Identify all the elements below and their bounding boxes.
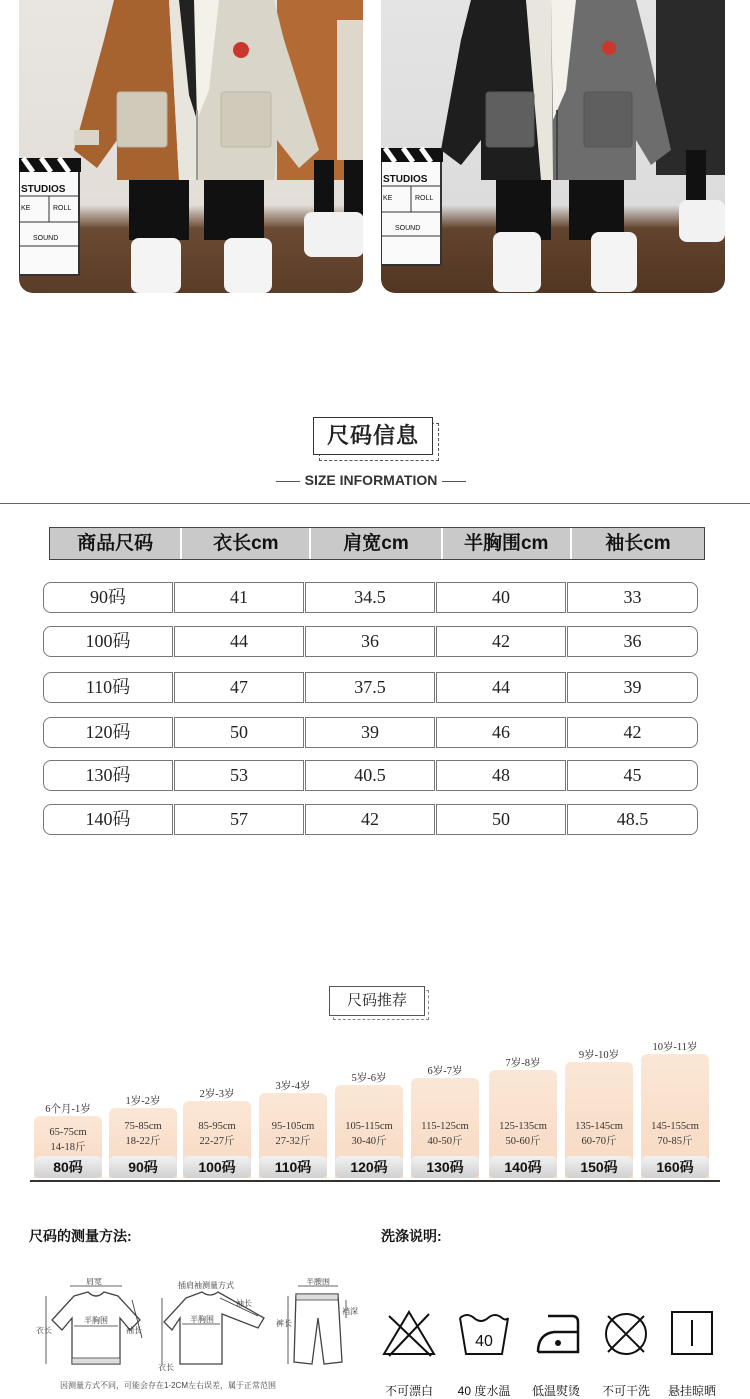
clapper-text-studios: STUDIOS	[383, 174, 428, 185]
size-pill: 90码	[109, 1156, 177, 1178]
table-row	[43, 626, 698, 657]
size-recommend-title: 尺码推荐	[329, 986, 425, 1016]
size-pill: 130码	[411, 1156, 479, 1178]
height-range: 95-105cm	[271, 1121, 315, 1132]
label-pants-length: 裤长	[276, 1319, 292, 1328]
size-pill: 150码	[565, 1156, 633, 1178]
cell-sleeve: 39	[567, 672, 698, 703]
gray-jacket-illustration	[381, 0, 725, 293]
table-row	[43, 717, 698, 748]
cell-sleeve: 45	[567, 760, 698, 791]
label-waist: 半腰围	[306, 1278, 330, 1286]
clapper-text-sound: SOUND	[395, 225, 421, 232]
age-range-label: 7岁-8岁	[505, 1058, 541, 1069]
care-label-no-bleach: 不可漂白	[384, 1384, 433, 1398]
cell-shoulder: 34.5	[305, 582, 435, 613]
size-table-header	[49, 527, 705, 560]
age-range-label: 3岁-4岁	[275, 1081, 311, 1092]
cell-chest: 40	[436, 582, 566, 613]
height-range: 125-135cm	[499, 1121, 547, 1132]
weight-range: 18-22斤	[125, 1136, 161, 1147]
clapper-text-sound: SOUND	[33, 235, 59, 242]
weight-range: 14-18斤	[50, 1142, 86, 1153]
size-pill: 100码	[183, 1156, 251, 1178]
cell-shoulder: 42	[305, 804, 435, 835]
section-divider	[0, 503, 750, 504]
raglan-diagram	[158, 1278, 278, 1373]
cell-shoulder: 37.5	[305, 672, 435, 703]
clapper-text-ke: KE	[21, 205, 31, 212]
product-photo-gray-jacket	[381, 0, 725, 293]
care-label-wash-40: 40 度水温	[457, 1384, 511, 1398]
table-row	[43, 672, 698, 703]
age-range-label: 6岁-7岁	[427, 1066, 463, 1077]
cell-size: 90码	[43, 582, 173, 613]
cell-chest: 48	[436, 760, 566, 791]
height-range: 75-85cm	[124, 1121, 162, 1132]
size-info-subtitle: SIZE INFORMATION	[276, 472, 466, 488]
weight-range: 30-40斤	[351, 1136, 387, 1147]
wash-temp-text: 40	[475, 1333, 493, 1350]
cell-sleeve: 36	[567, 626, 698, 657]
header-size: 商品尺码	[50, 528, 182, 559]
care-label-low-iron: 低温熨烫	[531, 1384, 580, 1398]
cell-sleeve: 42	[567, 717, 698, 748]
pants-diagram	[276, 1278, 362, 1373]
height-range: 105-115cm	[345, 1121, 393, 1132]
height-range: 135-145cm	[575, 1121, 623, 1132]
height-range: 145-155cm	[651, 1121, 699, 1132]
table-row	[43, 804, 698, 835]
size-pill: 140码	[489, 1156, 557, 1178]
header-shoulder: 肩宽cm	[311, 528, 442, 559]
care-title: 洗涤说明:	[381, 1228, 442, 1244]
label-chest: 半胸围	[84, 1316, 108, 1325]
cell-shoulder: 39	[305, 717, 435, 748]
age-range-label: 6个月-1岁	[45, 1104, 91, 1115]
no-bleach-icon	[381, 1308, 437, 1358]
cell-size: 120码	[43, 717, 173, 748]
label-shoulder: 肩宽	[86, 1278, 102, 1286]
cell-chest: 44	[436, 672, 566, 703]
height-weight-block	[105, 1119, 181, 1149]
cell-size: 110码	[43, 672, 173, 703]
size-pill: 80码	[34, 1156, 102, 1178]
clapper-text-roll: ROLL	[53, 205, 72, 212]
weight-range: 27-32斤	[275, 1136, 311, 1147]
cell-length: 50	[174, 717, 304, 748]
height-weight-block	[561, 1119, 637, 1149]
low-iron-icon	[528, 1308, 584, 1358]
weight-range: 22-27斤	[199, 1136, 235, 1147]
height-weight-block	[30, 1125, 106, 1155]
height-range: 115-125cm	[421, 1121, 469, 1132]
height-weight-block	[407, 1119, 483, 1149]
table-row	[43, 582, 698, 613]
size-pill: 120码	[335, 1156, 403, 1178]
size-info-title: 尺码信息	[313, 417, 433, 455]
weight-range: 50-60斤	[505, 1136, 541, 1147]
cell-sleeve: 33	[567, 582, 698, 613]
clapper-text-studios: STUDIOS	[21, 184, 66, 195]
cell-size: 140码	[43, 804, 173, 835]
cell-length: 41	[174, 582, 304, 613]
cell-sleeve: 48.5	[567, 804, 698, 835]
age-range-label: 1岁-2岁	[125, 1096, 161, 1107]
cell-length: 47	[174, 672, 304, 703]
label-raglan-sleeve: 袖长	[236, 1299, 252, 1308]
hang-dry-icon	[664, 1308, 720, 1358]
table-row	[43, 760, 698, 791]
cell-shoulder: 40.5	[305, 760, 435, 791]
cell-chest: 50	[436, 804, 566, 835]
height-range: 85-95cm	[198, 1121, 236, 1132]
care-label-hang-dry: 悬挂晾晒	[667, 1384, 716, 1398]
cell-length: 53	[174, 760, 304, 791]
height-weight-block	[179, 1119, 255, 1149]
wash-40-icon	[456, 1308, 512, 1358]
cell-size: 130码	[43, 760, 173, 791]
care-label-no-dry-clean: 不可干洗	[601, 1384, 650, 1398]
height-weight-block	[331, 1119, 407, 1149]
label-sleeve: 袖长	[126, 1326, 142, 1335]
weight-range: 70-85斤	[657, 1136, 693, 1147]
header-length: 衣长cm	[182, 528, 311, 559]
height-range: 65-75cm	[49, 1127, 87, 1138]
label-raglan-length: 衣长	[158, 1363, 174, 1372]
sweater-diagram	[36, 1278, 156, 1373]
recommend-baseline	[30, 1180, 720, 1182]
clapper-text-ke: KE	[383, 195, 393, 202]
cell-length: 44	[174, 626, 304, 657]
header-sleeve: 袖长cm	[572, 528, 704, 559]
cell-size: 100码	[43, 626, 173, 657]
khaki-jacket-illustration	[19, 0, 363, 293]
age-range-label: 9岁-10岁	[578, 1050, 620, 1061]
measurement-note: 因测量方式不同，可能会存在1-2CM左右误差，属于正常范围	[60, 1381, 277, 1390]
weight-range: 40-50斤	[427, 1136, 463, 1147]
height-weight-block	[637, 1119, 713, 1149]
cell-chest: 42	[436, 626, 566, 657]
label-length: 衣长	[36, 1326, 52, 1335]
clapper-text-roll: ROLL	[415, 195, 434, 202]
measurement-title: 尺码的测量方法:	[29, 1228, 132, 1244]
cell-shoulder: 36	[305, 626, 435, 657]
weight-range: 60-70斤	[581, 1136, 617, 1147]
age-range-label: 5岁-6岁	[351, 1073, 387, 1084]
size-pill: 110码	[259, 1156, 327, 1178]
age-range-label: 10岁-11岁	[652, 1042, 698, 1053]
no-dry-clean-icon	[598, 1308, 654, 1358]
header-chest: 半胸围cm	[443, 528, 572, 559]
age-range-label: 2岁-3岁	[199, 1089, 235, 1100]
label-raglan: 插肩袖测量方式	[178, 1281, 234, 1290]
label-rise: 裆深	[342, 1307, 358, 1316]
label-raglan-chest: 半胸围	[190, 1315, 214, 1324]
cell-chest: 46	[436, 717, 566, 748]
product-photo-khaki-jacket	[19, 0, 363, 293]
cell-length: 57	[174, 804, 304, 835]
height-weight-block	[485, 1119, 561, 1149]
height-weight-block	[255, 1119, 331, 1149]
size-pill: 160码	[641, 1156, 709, 1178]
